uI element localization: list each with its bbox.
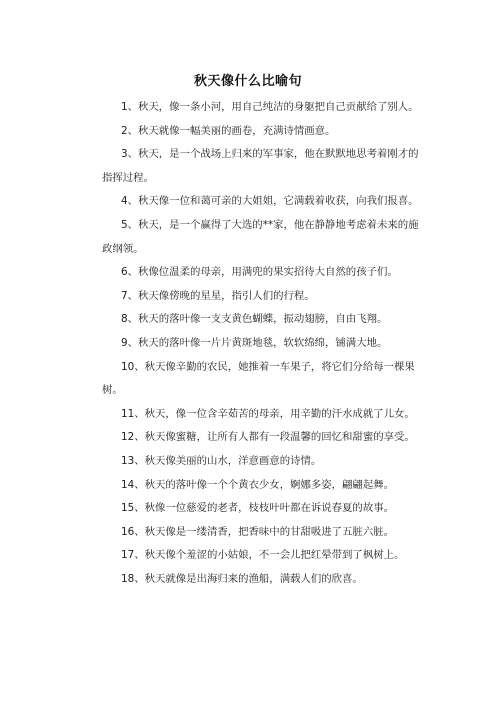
paragraph-5: 5、秋天，是一个赢得了大选的**家，他在静静地考虑着未来的施政纲领。 <box>102 218 419 255</box>
document-body <box>102 96 420 591</box>
paragraph-14: 14、秋天的落叶像一个个黄衣少女，婀娜多姿，翩翩起舞。 <box>121 478 394 491</box>
paragraph-2: 2、秋天就像一幅美丽的画卷，充满诗情画意。 <box>121 124 336 137</box>
paragraph-1: 1、秋天，像一条小河，用自己纯洁的身躯把自己贡献给了别人。 <box>121 101 419 113</box>
paragraph-10: 10、秋天像辛勤的农民，她推着一车果子，将它们分给每一棵果树。 <box>102 360 415 397</box>
paragraph-11: 11、秋天，像一位含辛茹苦的母亲，用辛勤的汗水成就了儿女。 <box>121 407 415 420</box>
paragraph-8: 8、秋天的落叶像一支支黄色蝴蝶，振动翅膀，自由飞翔。 <box>121 313 388 326</box>
paragraph-18: 18、秋天就像是出海归来的渔船，满载人们的欣喜。 <box>121 572 363 585</box>
paragraph-16: 16、秋天像是一缕清香，把香味中的甘甜吸进了五脏六脏。 <box>121 525 394 538</box>
paragraph-15: 15、秋像一位慈爱的老者，枝枝叶叶都在诉说春夏的故事。 <box>121 502 394 515</box>
paragraph-13: 13、秋天像美丽的山水，洋意画意的诗情。 <box>121 454 322 467</box>
paragraph-9: 9、秋天的落叶像一片片黄斑地毯，软软绵绵，铺满大地。 <box>121 336 388 349</box>
paragraph-17: 17、秋天像个羞涩的小姑娘，不一会儿把红晕带到了枫树上。 <box>121 549 405 562</box>
paragraph-6: 6、秋像位温柔的母亲，用满兜的果实招待大自然的孩子们。 <box>121 266 398 279</box>
document-title: 秋天像什么比喻句 <box>193 74 302 89</box>
paragraph-3: 3、秋天，是一个战场上归来的军事家，他在默默地思考着刚才的指挥过程。 <box>102 148 419 184</box>
paragraph-7: 7、秋天像傍晚的星星，指引人们的行程。 <box>121 289 315 302</box>
paragraph-12: 12、秋天像蜜糖，让所有人都有一段温馨的回忆和甜蜜的享受。 <box>121 431 415 444</box>
paragraph-4: 4、秋天像一位和蔼可亲的大姐姐，它满载着收获，向我们报喜。 <box>121 195 419 208</box>
